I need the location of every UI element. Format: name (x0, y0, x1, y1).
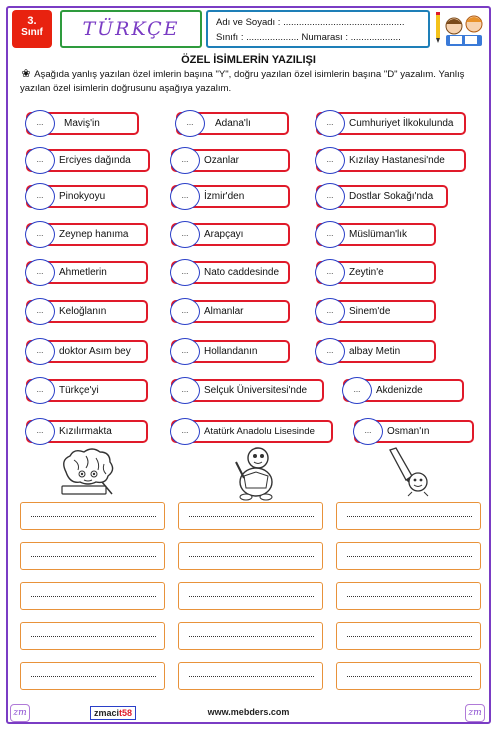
word-text: doktor Asım bey (59, 346, 131, 357)
answer-line (189, 516, 314, 517)
answer-box[interactable] (336, 662, 481, 690)
children-reading-icon (432, 10, 488, 48)
answer-line (31, 596, 156, 597)
instructions (20, 68, 482, 95)
answer-circle[interactable]: ... (170, 221, 200, 248)
word-text: Pinokyoyu (59, 191, 106, 202)
word-item[interactable] (316, 112, 466, 135)
answer-circle[interactable]: ... (315, 259, 345, 286)
word-item[interactable] (343, 379, 464, 402)
pencil-character-icon (382, 446, 432, 498)
worksheet-title: ÖZEL İSİMLERİN YAZILIŞI (181, 54, 316, 66)
word-text: Adana'lı (215, 118, 251, 129)
answer-line (189, 636, 314, 637)
answer-line (347, 556, 472, 557)
word-text: Türkçe'yi (59, 385, 99, 396)
instruction-text: Aşağıda yanlış yazılan özel imlerin başına "Y", doğru yazılan özel isimlerin başına "D" yazalım. Yanlış yazılan özel isimlerin doğrusunu aşağıya yazalım. (20, 69, 465, 94)
answer-box[interactable] (336, 542, 481, 570)
name-field[interactable]: Adı ve Soyadı : .............................................. (216, 17, 405, 28)
answer-line (31, 636, 156, 637)
answer-line (31, 676, 156, 677)
word-item[interactable] (171, 379, 324, 402)
word-text: Almanlar (204, 306, 244, 317)
word-item[interactable] (26, 379, 148, 402)
word-text: Atatürk Anadolu Lisesinde (204, 426, 315, 437)
word-item[interactable] (176, 112, 289, 135)
answer-line (31, 556, 156, 557)
word-item[interactable] (316, 340, 436, 363)
word-text: Ozanlar (204, 155, 240, 166)
footer (6, 702, 491, 724)
answer-line (189, 556, 314, 557)
word-item[interactable] (316, 149, 466, 172)
grade-badge (12, 10, 52, 48)
answer-line (347, 636, 472, 637)
tag-prefix: zmaci (94, 708, 120, 718)
answer-circle[interactable]: ... (170, 377, 200, 404)
answer-line (189, 676, 314, 677)
answer-circle[interactable]: ... (315, 110, 345, 137)
word-item[interactable] (26, 261, 148, 284)
answer-box[interactable] (20, 582, 165, 610)
word-item[interactable] (316, 185, 448, 208)
word-item[interactable] (354, 420, 474, 443)
answer-circle[interactable]: ... (315, 338, 345, 365)
word-item[interactable] (26, 185, 148, 208)
grade-label: Sınıf (21, 27, 43, 38)
word-item[interactable] (171, 185, 290, 208)
answer-box[interactable] (178, 582, 323, 610)
word-text: Zeynep hanıma (59, 229, 129, 240)
answer-circle[interactable]: ... (315, 221, 345, 248)
word-text: Osman'ın (387, 426, 430, 437)
word-text: Zeytin'e (349, 267, 384, 278)
word-text: Kızılay Hastanesi'nde (349, 155, 445, 166)
answer-circle[interactable]: ... (25, 377, 55, 404)
word-item[interactable] (26, 149, 150, 172)
answer-circle[interactable]: ... (170, 183, 200, 210)
class-number-field[interactable]: Sınıfı : .................... Numarası : ................... (216, 32, 401, 43)
answer-line (347, 516, 472, 517)
word-text: Keloğlanın (59, 306, 107, 317)
answer-circle[interactable]: ... (170, 259, 200, 286)
word-text: Dostlar Sokağı'nda (349, 191, 434, 202)
answer-box[interactable] (20, 542, 165, 570)
word-text: albay Metin (349, 346, 401, 357)
answer-box[interactable] (20, 502, 165, 530)
word-text: Nato caddesinde (204, 267, 280, 278)
word-text: Selçuk Üniversitesi'nde (204, 385, 308, 396)
answer-circle[interactable]: ... (25, 147, 55, 174)
answer-box[interactable] (336, 582, 481, 610)
word-text: Maviş'in (64, 118, 100, 129)
flower-icon: ❀ (21, 68, 31, 80)
word-item[interactable] (171, 223, 290, 246)
answer-circle[interactable]: ... (170, 147, 200, 174)
answer-circle[interactable]: ... (170, 338, 200, 365)
answer-box[interactable] (336, 502, 481, 530)
word-text: Kızılırmakta (59, 426, 112, 437)
answer-circle[interactable]: ... (25, 418, 55, 445)
logo-left: zm (10, 704, 30, 722)
word-text: İzmir'den (204, 191, 245, 202)
word-item[interactable] (171, 149, 290, 172)
turtle-writing-icon (228, 444, 282, 502)
word-text: Erciyes dağında (59, 155, 131, 166)
word-text: Akdenizde (376, 385, 423, 396)
word-item[interactable] (26, 340, 148, 363)
answer-box[interactable] (178, 662, 323, 690)
answer-circle[interactable]: ... (175, 110, 205, 137)
answer-circle[interactable]: ... (25, 298, 55, 325)
answer-box[interactable] (336, 622, 481, 650)
word-item[interactable] (171, 420, 333, 443)
word-item[interactable] (171, 300, 290, 323)
word-text: Ahmetlerin (59, 267, 107, 278)
answer-line (347, 596, 472, 597)
answer-box[interactable] (178, 542, 323, 570)
answer-circle[interactable]: ... (353, 418, 383, 445)
tag-suffix: t58 (119, 708, 133, 718)
word-item[interactable] (316, 223, 436, 246)
word-item[interactable] (26, 223, 148, 246)
answer-box[interactable] (178, 622, 323, 650)
answer-circle[interactable]: ... (315, 298, 345, 325)
logo-right: zm (465, 704, 485, 722)
word-text: Müslüman'lık (349, 229, 408, 240)
word-item[interactable] (26, 112, 139, 135)
answer-box[interactable] (20, 662, 165, 690)
answer-circle[interactable]: ... (25, 259, 55, 286)
answer-box[interactable] (178, 502, 323, 530)
answer-circle[interactable]: ... (315, 183, 345, 210)
answer-line (189, 596, 314, 597)
answer-circle[interactable]: ... (25, 110, 55, 137)
subject-title: TÜRKÇE (60, 10, 202, 48)
student-info (206, 10, 430, 48)
word-item[interactable] (316, 300, 436, 323)
word-item[interactable] (26, 300, 148, 323)
answer-line (347, 676, 472, 677)
word-text: Arapçayı (204, 229, 244, 240)
word-text: Cumhuriyet İlkokulunda (349, 118, 454, 129)
word-item[interactable] (171, 340, 290, 363)
word-item[interactable] (316, 261, 436, 284)
website-link[interactable]: www.mebders.com (207, 707, 290, 717)
answer-circle[interactable]: ... (25, 183, 55, 210)
answer-line (31, 516, 156, 517)
answer-circle[interactable]: ... (315, 147, 345, 174)
brain-character-icon (52, 446, 120, 498)
answer-box[interactable] (20, 622, 165, 650)
answer-circle[interactable]: ... (342, 377, 372, 404)
answer-circle[interactable]: ... (25, 338, 55, 365)
word-item[interactable] (26, 420, 148, 443)
word-text: Hollandanın (204, 346, 258, 357)
grade-number: 3. (27, 15, 37, 27)
answer-circle[interactable]: ... (170, 298, 200, 325)
answer-circle[interactable]: ... (170, 418, 200, 445)
answer-circle[interactable]: ... (25, 221, 55, 248)
word-text: Sinem'de (349, 306, 391, 317)
word-item[interactable] (171, 261, 290, 284)
